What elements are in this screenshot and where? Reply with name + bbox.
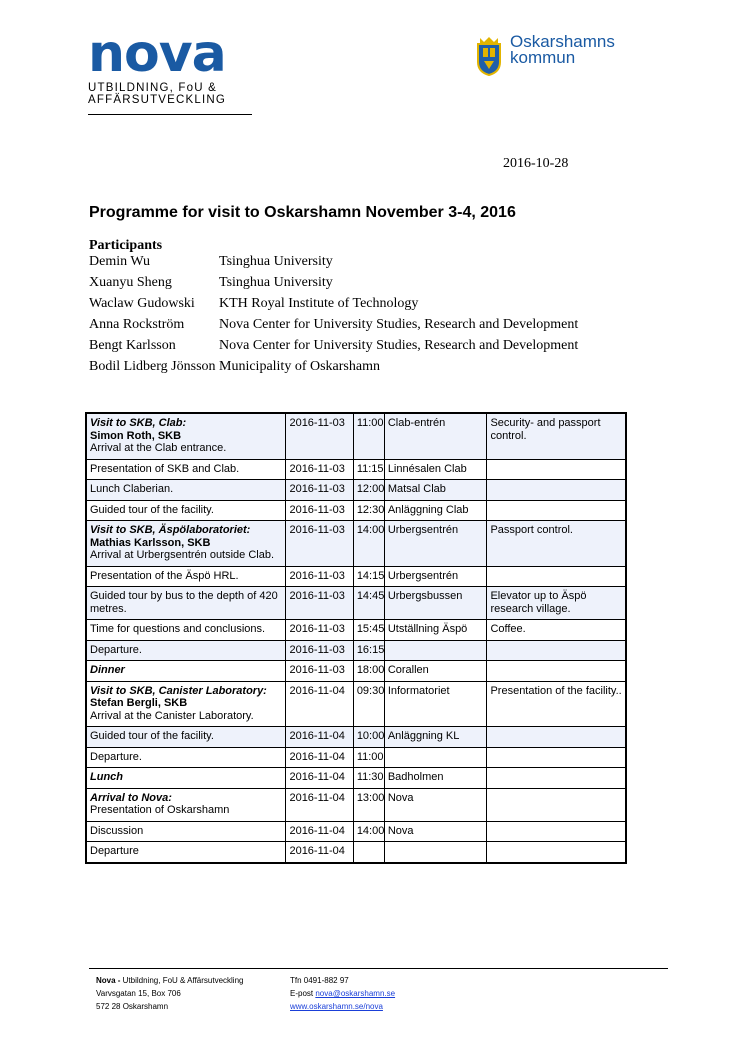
- date-cell: 2016-11-03: [286, 480, 353, 501]
- place-cell: Urbergsentrén: [384, 566, 487, 587]
- comment-cell: Passport control.: [487, 521, 626, 567]
- activity-text: Presentation of SKB and Clab.: [90, 462, 240, 475]
- participant-org: Nova Center for University Studies, Research and Development: [219, 317, 579, 332]
- comment-cell: Coffee.: [487, 620, 626, 641]
- footer-email-line: [290, 987, 395, 1000]
- activity-cell: [86, 640, 286, 661]
- participants-heading: Participants: [89, 238, 163, 253]
- comment-cell: [487, 500, 626, 521]
- footer-phone: Tfn 0491-882 97: [290, 976, 349, 985]
- participant-name: Anna Rockström: [89, 317, 185, 332]
- activity-host: Mathias Karlsson, SKB: [90, 536, 211, 549]
- programme-row: [86, 681, 626, 727]
- date-cell: 2016-11-04: [286, 768, 353, 789]
- programme-row: [86, 480, 626, 501]
- activity-cell: [86, 566, 286, 587]
- time-cell: 15:45: [353, 620, 384, 641]
- participant-org: Municipality of Oskarshamn: [219, 359, 380, 374]
- participant-row: [89, 296, 578, 312]
- footer-org: [96, 974, 243, 987]
- comment-cell: [487, 661, 626, 682]
- activity-note: Presentation of Oskarshamn: [90, 804, 230, 816]
- participant-name: Bengt Karlsson: [89, 338, 176, 353]
- comment-cell: Security- and passport control.: [487, 413, 626, 459]
- date-cell: 2016-11-03: [286, 413, 353, 459]
- comment-cell: [487, 727, 626, 748]
- programme-row: [86, 788, 626, 821]
- programme-row: [86, 747, 626, 768]
- nova-logo-word: nova: [88, 24, 226, 84]
- activity-text: Departure.: [90, 643, 142, 656]
- comment-cell: Presentation of the facility..: [487, 681, 626, 727]
- activity-text: Guided tour of the facility.: [90, 730, 214, 742]
- participant-name: Bodil Lidberg Jönsson: [89, 359, 216, 374]
- activity-cell: [86, 821, 286, 842]
- footer-contact: [290, 974, 395, 1013]
- date-cell: 2016-11-04: [286, 788, 353, 821]
- activity-note: Arrival at the Canister Laboratory.: [90, 709, 254, 722]
- place-cell: Linnésalen Clab: [384, 459, 487, 480]
- date-cell: 2016-11-03: [286, 587, 353, 620]
- date-cell: 2016-11-04: [286, 747, 353, 768]
- activity-text: Departure.: [90, 750, 142, 763]
- programme-table-body: [86, 413, 626, 863]
- activity-title: Visit to SKB, Äspölaboratoriet:: [90, 524, 251, 536]
- activity-text: Departure: [90, 845, 139, 857]
- document-date: 2016-10-28: [503, 156, 569, 171]
- date-cell: 2016-11-03: [286, 521, 353, 567]
- activity-note: Arrival at Urbergsentrén outside Clab.: [90, 549, 275, 561]
- participant-name: Demin Wu: [89, 254, 151, 269]
- place-cell: [384, 640, 487, 661]
- participant-org: Tsinghua University: [219, 254, 333, 269]
- programme-row: [86, 500, 626, 521]
- programme-row: [86, 768, 626, 789]
- activity-cell: [86, 620, 286, 641]
- programme-row: [86, 640, 626, 661]
- place-cell: [384, 747, 487, 768]
- activity-text: Lunch Claberian.: [90, 483, 174, 495]
- place-cell: Corallen: [384, 661, 487, 682]
- programme-row: [86, 661, 626, 682]
- date-cell: 2016-11-04: [286, 821, 353, 842]
- activity-cell: [86, 661, 286, 682]
- coat-of-arms-icon: [474, 34, 504, 76]
- date-cell: 2016-11-03: [286, 661, 353, 682]
- date-cell: 2016-11-03: [286, 500, 353, 521]
- place-cell: Matsal Clab: [384, 480, 487, 501]
- programme-row: [86, 413, 626, 459]
- time-cell: 18:00: [353, 661, 384, 682]
- comment-cell: [487, 459, 626, 480]
- activity-title: Arrival to Nova:: [90, 791, 172, 804]
- participant-row: [89, 254, 578, 270]
- time-cell: 09:30: [353, 681, 384, 727]
- comment-cell: [487, 747, 626, 768]
- programme-row: [86, 727, 626, 748]
- comment-cell: [487, 640, 626, 661]
- activity-text: Guided tour of the facility.: [90, 503, 214, 516]
- comment-cell: [487, 821, 626, 842]
- time-cell: 12:00: [353, 480, 384, 501]
- participant-org: Nova Center for University Studies, Research and Development: [219, 338, 579, 353]
- programme-row: [86, 521, 626, 567]
- activity-title: Dinner: [90, 664, 125, 676]
- place-cell: Utställning Äspö: [384, 620, 487, 641]
- activity-host: Simon Roth, SKB: [90, 429, 182, 442]
- participant-row: [89, 275, 578, 291]
- time-cell: 11:00: [353, 413, 384, 459]
- place-cell: Anläggning KL: [384, 727, 487, 748]
- place-cell: Informatoriet: [384, 681, 487, 727]
- programme-row: [86, 459, 626, 480]
- place-cell: Badholmen: [384, 768, 487, 789]
- participant-name: Waclaw Gudowski: [89, 296, 195, 311]
- date-cell: 2016-11-04: [286, 842, 353, 863]
- footer-email-label: E-post: [290, 989, 316, 998]
- nova-logo-rule: [88, 114, 252, 115]
- activity-note: Arrival at the Clab entrance.: [90, 442, 227, 454]
- time-cell: [353, 842, 384, 863]
- activity-title: Lunch: [90, 771, 123, 783]
- time-cell: 11:30: [353, 768, 384, 789]
- place-cell: Urbergsentrén: [384, 521, 487, 567]
- place-cell: Urbergsbussen: [384, 587, 487, 620]
- time-cell: 11:15: [353, 459, 384, 480]
- activity-host: Stefan Bergli, SKB: [90, 697, 188, 709]
- comment-cell: [487, 788, 626, 821]
- time-cell: 14:00: [353, 521, 384, 567]
- nova-logo: [88, 24, 258, 106]
- date-cell: 2016-11-03: [286, 640, 353, 661]
- programme-row: [86, 587, 626, 620]
- activity-cell: [86, 747, 286, 768]
- programme-row: [86, 566, 626, 587]
- activity-cell: [86, 521, 286, 567]
- activity-text: Presentation of the Äspö HRL.: [90, 569, 239, 582]
- participant-org: KTH Royal Institute of Technology: [219, 296, 419, 311]
- footer-org-rest: Utbildning, FoU & Affärsutveckling: [120, 976, 244, 985]
- time-cell: 11:00: [353, 747, 384, 768]
- date-cell: 2016-11-03: [286, 566, 353, 587]
- activity-cell: [86, 500, 286, 521]
- activity-cell: [86, 788, 286, 821]
- date-cell: 2016-11-04: [286, 727, 353, 748]
- kommun-logo: [474, 34, 615, 76]
- activity-cell: [86, 768, 286, 789]
- programme-row: [86, 821, 626, 842]
- time-cell: 14:00: [353, 821, 384, 842]
- activity-text: Time for questions and conclusions.: [90, 623, 266, 635]
- programme-table: [85, 412, 627, 864]
- programme-row: [86, 620, 626, 641]
- activity-cell: [86, 587, 286, 620]
- footer-email-link[interactable]: nova@oskarshamn.se: [315, 989, 396, 998]
- place-cell: [384, 842, 487, 863]
- activity-cell: [86, 727, 286, 748]
- comment-cell: [487, 480, 626, 501]
- kommun-logo-text: [510, 34, 615, 66]
- activity-text: Guided tour by bus to the depth of 420 metres.: [90, 590, 278, 615]
- participant-row: [89, 338, 578, 354]
- time-cell: 14:45: [353, 587, 384, 620]
- participant-row: [89, 317, 578, 333]
- comment-cell: [487, 566, 626, 587]
- page-title: Programme for visit to Oskarshamn November 3-4, 2016: [89, 204, 516, 221]
- activity-cell: [86, 459, 286, 480]
- kommun-line1: Oskarshamns: [510, 32, 615, 51]
- participant-name: Xuanyu Sheng: [89, 275, 172, 290]
- nova-subtitle-line1: UTBILDNING, FoU &: [88, 82, 218, 94]
- activity-title: Visit to SKB, Clab:: [90, 417, 187, 429]
- participant-list: [89, 254, 578, 375]
- programme-row: [86, 842, 626, 863]
- participant-org: Tsinghua University: [219, 275, 333, 290]
- footer-street: Varvsgatan 15, Box 706: [96, 989, 181, 998]
- footer-rule: [89, 968, 668, 969]
- comment-cell: Elevator up to Äspö research village.: [487, 587, 626, 620]
- nova-logo-subtitle: [88, 82, 258, 106]
- time-cell: 16:15: [353, 640, 384, 661]
- time-cell: 12:30: [353, 500, 384, 521]
- comment-cell: [487, 768, 626, 789]
- activity-cell: [86, 413, 286, 459]
- place-cell: Clab-entrén: [384, 413, 487, 459]
- participant-row: [89, 359, 578, 375]
- footer-address: [96, 974, 243, 1013]
- place-cell: Anläggning Clab: [384, 500, 487, 521]
- participants-section: [89, 238, 578, 380]
- activity-title: Visit to SKB, Canister Laboratory:: [90, 684, 267, 697]
- footer-web-link[interactable]: www.oskarshamn.se/nova: [290, 1002, 383, 1011]
- activity-cell: [86, 480, 286, 501]
- time-cell: 10:00: [353, 727, 384, 748]
- kommun-line2: kommun: [510, 48, 576, 67]
- activity-text: Discussion: [90, 824, 144, 837]
- place-cell: Nova: [384, 821, 487, 842]
- footer-org-bold: Nova -: [96, 976, 121, 985]
- date-cell: 2016-11-03: [286, 620, 353, 641]
- date-cell: 2016-11-04: [286, 681, 353, 727]
- date-cell: 2016-11-03: [286, 459, 353, 480]
- place-cell: Nova: [384, 788, 487, 821]
- nova-subtitle-line2: AFFÄRSUTVECKLING: [88, 94, 227, 106]
- footer-city: 572 28 Oskarshamn: [96, 1002, 169, 1011]
- activity-cell: [86, 681, 286, 727]
- time-cell: 14:15: [353, 566, 384, 587]
- comment-cell: [487, 842, 626, 863]
- time-cell: 13:00: [353, 788, 384, 821]
- activity-cell: [86, 842, 286, 863]
